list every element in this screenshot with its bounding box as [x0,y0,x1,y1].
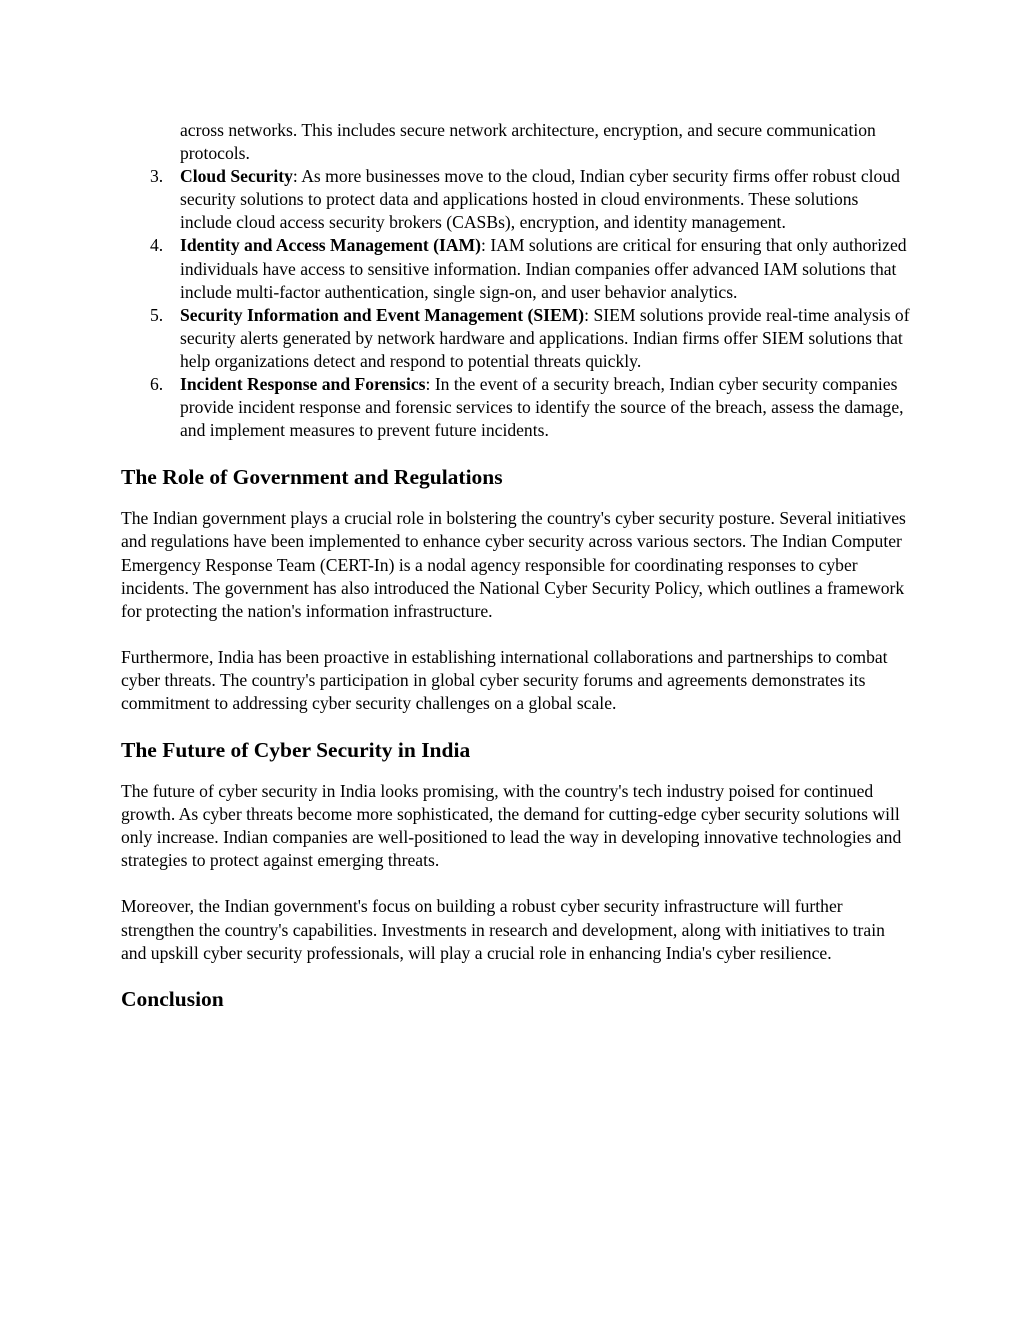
list-item [121,234,911,303]
paragraph: Furthermore, India has been proactive in establishing international collaborations and partnerships to combat cyber threats. The country's participation in global cyber security forums and agreements demonstrates its commitment to addressing cyber security challenges on a global scale. [121,646,888,713]
list-item-text: : IAM solutions are critical for ensuring that only authorized individuals have access to sensitive information. Indian companies offer advanced IAM solutions that include multi-factor authentication, single sign-on, and user behavior analytics. [180,235,907,302]
section-heading-role-of-government: The Role of Government and Regulations [121,465,503,490]
list-item-text: across networks. This includes secure network architecture, encryption, and secure communication protocols. [180,120,876,164]
paragraph: The future of cyber security in India looks promising, with the country's tech industry poised for continued growth. As cyber threats become more sophisticated, the demand for cutting-edge cyber security solutions will only increase. Indian companies are well-positioned to lead the way in developing innovative technologies and strategies to protect against emerging threats. [121,781,902,871]
list-item [121,373,911,442]
paragraph: The Indian government plays a crucial role in bolstering the country's cyber security posture. Several initiatives and regulations have been implemented to enhance cyber security across various sectors. The Indian Computer Emergency Response Team (CERT-In) is a nodal agency responsible for coordinating responses to cyber incidents. The government has also introduced the National Cyber Security Policy, which outlines a framework for protecting the nation's information infrastructure. [121,508,906,621]
paragraph: Moreover, the Indian government's focus on building a robust cyber security infrastructure will further strengthen the country's capabilities. Investments in research and development, along with initiatives to train and upskill cyber security professionals, will play a crucial role in enhancing India's cyber resilience. [121,896,885,963]
list-item-number: 6. [150,374,164,395]
list-item-number: 5. [150,304,164,325]
list-item-text: : As more businesses move to the cloud, Indian cyber security firms offer robust cloud security solutions to protect data and applications hosted in cloud environments. These solutions include cloud access security brokers (CASBs), encryption, and identity management. [180,166,900,233]
list-item-text: : In the event of a security breach, Indian cyber security companies provide incident response and forensic services to identify the source of the breach, assess the damage, and implement measures to prevent future incidents. [180,374,904,441]
list-item-number: 4. [150,235,164,256]
section-heading-future-of-cyber-security: The Future of Cyber Security in India [121,738,471,763]
list-item-term: Security Information and Event Management (SIEM) [180,304,585,325]
list-item-term: Cloud Security [180,166,293,187]
section-heading-conclusion: Conclusion [121,986,224,1011]
list-item-number: 3. [150,166,164,187]
service-list [121,119,911,442]
document-body [121,119,911,1013]
list-item [121,304,911,373]
list-item-term: Identity and Access Management (IAM) [180,235,482,256]
list-item-text: : SIEM solutions provide real-time analysis of security alerts generated by network hardware and applications. Indian firms offer SIEM solutions that help organizations detect and respond to potential threats quickly. [180,304,910,371]
list-item-term: Incident Response and Forensics [180,374,426,395]
list-item-continuation [121,119,911,165]
list-item [121,165,911,234]
